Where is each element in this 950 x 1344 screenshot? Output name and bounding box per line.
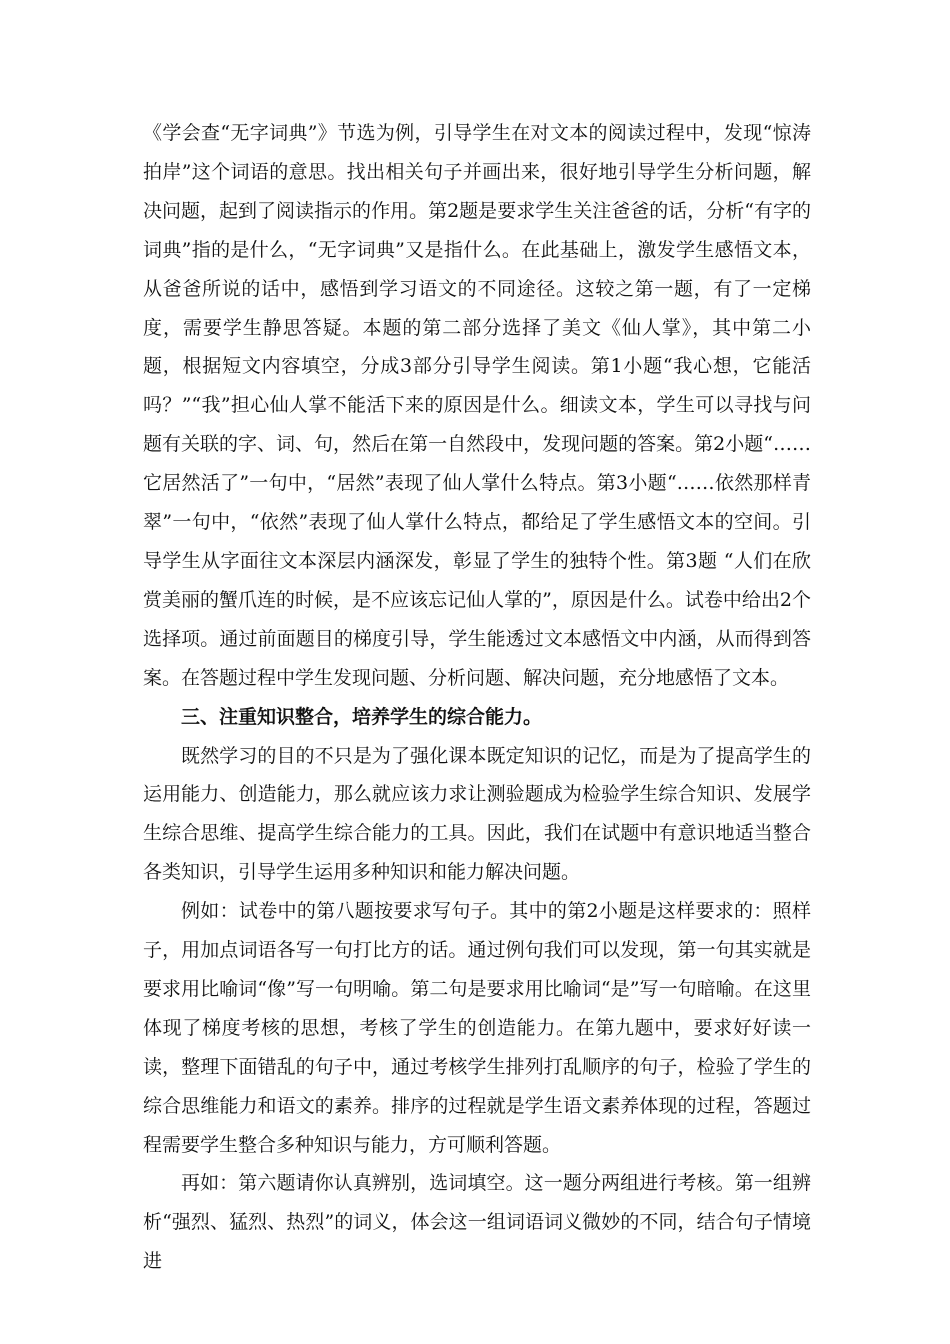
paragraph: 再如：第六题请你认真辨别，选词填空。这一题分两组进行考核。第一组辨析“强烈、猛烈、热烈”的词义，体会这一组词语词义微妙的不同，结合句子情境进	[143, 1172, 811, 1273]
paragraph: 例如：试卷中的第八题按要求写句子。其中的第2小题是这样要求的：照样子，用加点词语各写一句打比方的话。通过例句我们可以发现，第一句其实就是要求用比喻词“像”写一句明喻。第二句是要求用比喻词“是”写一句暗喻。在这里体现了梯度考核的思想，考核了学生的创造能力。在第九题中，要求好好读一读，整理下面错乱的句子中，通过考核学生排列打乱顺序的句子，检验了学生的综合思维能力和语文的素养。排序的过程就是学生语文素养体现的过程，答题过程需要学生整合多种知识与能力，方可顺利答题。	[143, 900, 811, 1156]
paragraph: 既然学习的目的不只是为了强化课本既定知识的记忆，而是为了提高学生的运用能力、创造能力，那么就应该力求让测验题成为检验学生综合知识、发展学生综合思维、提高学生综合能力的工具。因此，我们在试题中有意识地适当整合各类知识，引导学生运用多种知识和能力解决问题。	[143, 744, 811, 884]
section-heading: 三、注重知识整合，培养学生的综合能力。	[181, 705, 543, 728]
document-body	[143, 114, 811, 1281]
paragraph-continuation: 《学会查“无字词典”》节选为例，引导学生在对文本的阅读过程中，发现“惊涛拍岸”这个词语的意思。找出相关句子并画出来，很好地引导学生分析问题，解决问题，起到了阅读指示的作用。第2题是要求学生关注爸爸的话，分析“有字的词典”指的是什么，“无字词典”又是指什么。在此基础上，激发学生感悟文本，从爸爸所说的话中，感悟到学习语文的不同途径。这较之第一题，有了一定梯度，需要学生静思答疑。本题的第二部分选择了美文《仙人掌》，其中第二小题，根据短文内容填空，分成3部分引导学生阅读。第1小题“我心想，它能活吗？”“我”担心仙人掌不能活下来的原因是什么。细读文本，学生可以寻找与问题有关联的字、词、句，然后在第一自然段中，发现问题的答案。第2小题“……它居然活了”一句中，“居然”表现了仙人掌什么特点。第3小题“……依然那样青翠”一句中，“依然”表现了仙人掌什么特点，都给足了学生感悟文本的空间。引导学生从字面往文本深层内涵深发，彰显了学生的独特个性。第3题 “人们在欣赏美丽的蟹爪连的时候，是不应该忘记仙人掌的”，原因是什么。试卷中给出2个选择项。通过前面题目的梯度引导，学生能透过文本感悟文中内涵，从而得到答案。在答题过程中学生发现问题、分析问题、解决问题，充分地感悟了文本。	[143, 122, 811, 689]
